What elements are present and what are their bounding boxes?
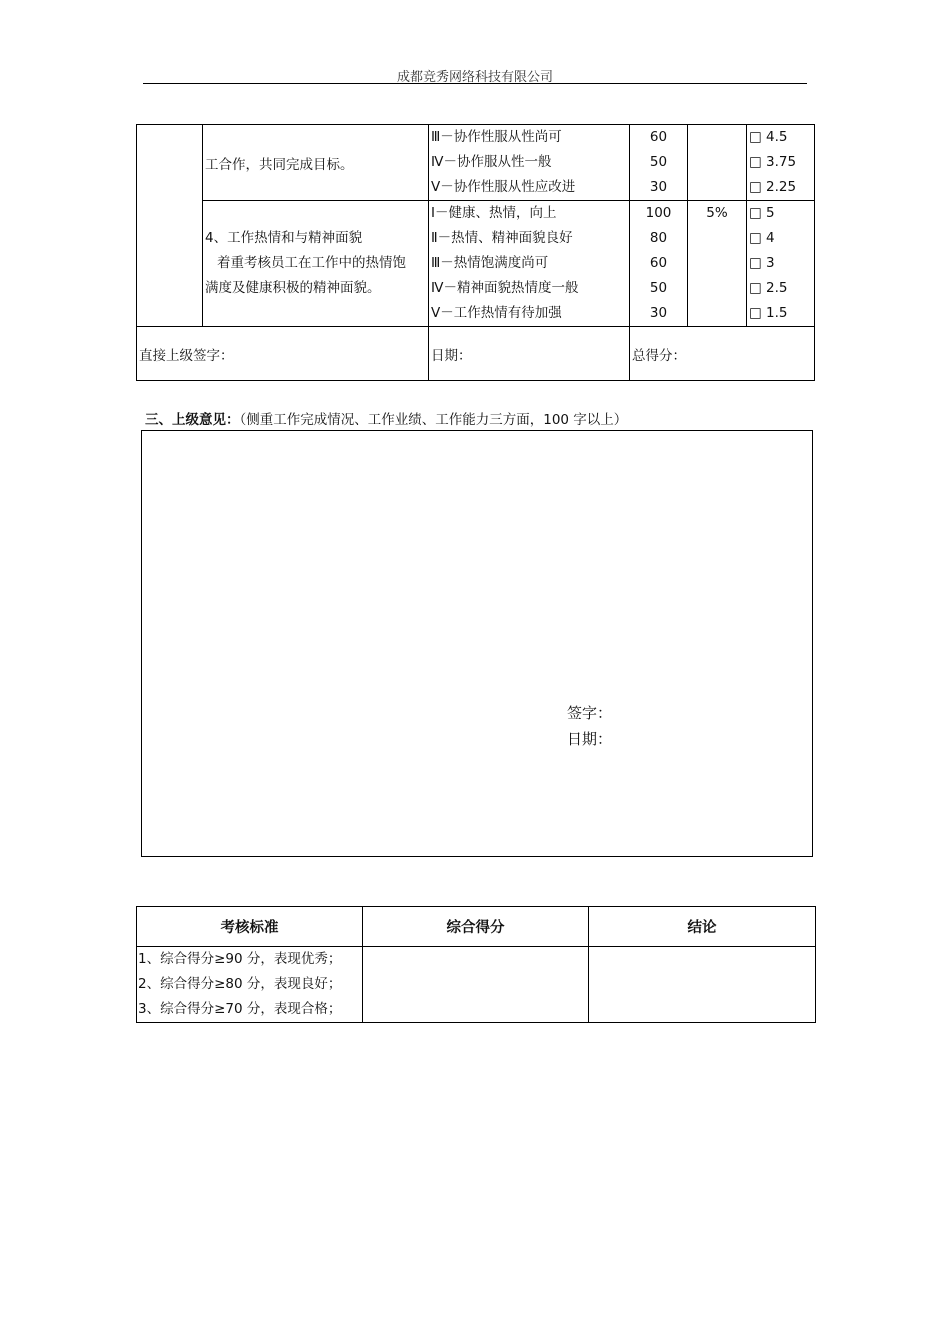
score-list (630, 125, 688, 201)
score-value: 80 (649, 230, 668, 246)
grade-line: Ⅳ－协作服从性一般 (431, 154, 552, 170)
score-checkbox[interactable]: □ 1.5 (749, 305, 788, 321)
criteria-line: 1、综合得分≥90 分，表现优秀； (138, 951, 342, 967)
item4-title: 4、工作热情和与精神面貌 (205, 230, 363, 246)
score-value: 30 (649, 305, 668, 321)
evaluation-table (136, 124, 815, 381)
grade-line: Ⅱ－热情、精神面貌良好 (431, 230, 573, 246)
score-value: 100 (645, 205, 672, 221)
grade-list (429, 125, 630, 201)
category-cell (137, 125, 203, 327)
option-list (747, 201, 815, 327)
weight-value: 5% (706, 205, 728, 221)
score-checkbox[interactable]: □ 4 (749, 230, 775, 246)
score-value: 60 (649, 255, 668, 271)
item3-desc: 工合作，共同完成目标。 (205, 156, 354, 173)
score-checkbox[interactable]: □ 2.5 (749, 280, 788, 296)
weight-cell (688, 201, 747, 327)
grading-standard-table (136, 906, 816, 1023)
composite-score-cell[interactable] (363, 947, 589, 1023)
criteria-cell (137, 947, 363, 1023)
score-checkbox[interactable]: □ 3 (749, 255, 775, 271)
grade-line: Ⅰ－健康、热情，向上 (431, 205, 557, 221)
criteria-line: 3、综合得分≥70 分，表现合格； (138, 1001, 342, 1017)
score-value: 50 (649, 280, 668, 296)
column-header: 结论 (589, 907, 816, 947)
column-header: 考核标准 (137, 907, 363, 947)
table-header-row (137, 907, 816, 947)
grade-list (429, 201, 630, 327)
supervisor-opinion-box[interactable] (141, 430, 813, 857)
weight-cell (688, 125, 747, 201)
column-header: 综合得分 (363, 907, 589, 947)
item-description (203, 125, 429, 201)
score-list (630, 201, 688, 327)
section3-note: （侧重工作完成情况、工作业绩、工作能力三方面，100 字以上） (239, 412, 628, 428)
supervisor-sign-label: 直接上级签字： (139, 347, 234, 364)
table-row (137, 125, 815, 201)
item4-desc-line: 满度及健康积极的精神面貌。 (205, 280, 381, 296)
header-divider (143, 83, 807, 84)
option-list (747, 125, 815, 201)
score-checkbox[interactable]: □ 4.5 (749, 129, 788, 145)
score-checkbox[interactable]: □ 5 (749, 205, 775, 221)
score-value: 50 (649, 154, 668, 170)
opinion-date-label: 日期： (567, 730, 613, 748)
grade-line: Ⅴ－工作热情有待加强 (431, 305, 562, 321)
total-score-label: 总得分： (632, 347, 686, 364)
company-header: 成都竞秀网络科技有限公司 (396, 70, 553, 85)
grade-line: Ⅴ－协作性服从性应改进 (431, 179, 576, 195)
score-value: 60 (649, 129, 668, 145)
score-checkbox[interactable]: □ 2.25 (749, 179, 797, 195)
date-label: 日期： (431, 347, 472, 364)
table-row (137, 947, 816, 1023)
item4-desc-line: 着重考核员工在工作中的热情饱 (217, 255, 406, 271)
section3-heading (145, 408, 627, 428)
score-checkbox[interactable]: □ 3.75 (749, 154, 797, 170)
conclusion-cell[interactable] (589, 947, 816, 1023)
grade-line: Ⅳ－精神面貌热情度一般 (431, 280, 579, 296)
item-description (203, 201, 429, 327)
grade-line: Ⅲ－热情饱满度尚可 (431, 255, 549, 271)
date-cell[interactable] (429, 327, 630, 381)
signature-row (137, 327, 815, 381)
total-score-cell[interactable] (630, 327, 815, 381)
grade-line: Ⅲ－协作性服从性尚可 (431, 129, 562, 145)
score-value: 30 (649, 179, 668, 195)
table-row (137, 201, 815, 327)
opinion-sign-label: 签字： (567, 704, 613, 722)
section3-title: 三、上级意见： (145, 412, 240, 428)
supervisor-sign-cell[interactable] (137, 327, 429, 381)
criteria-line: 2、综合得分≥80 分，表现良好； (138, 976, 342, 992)
